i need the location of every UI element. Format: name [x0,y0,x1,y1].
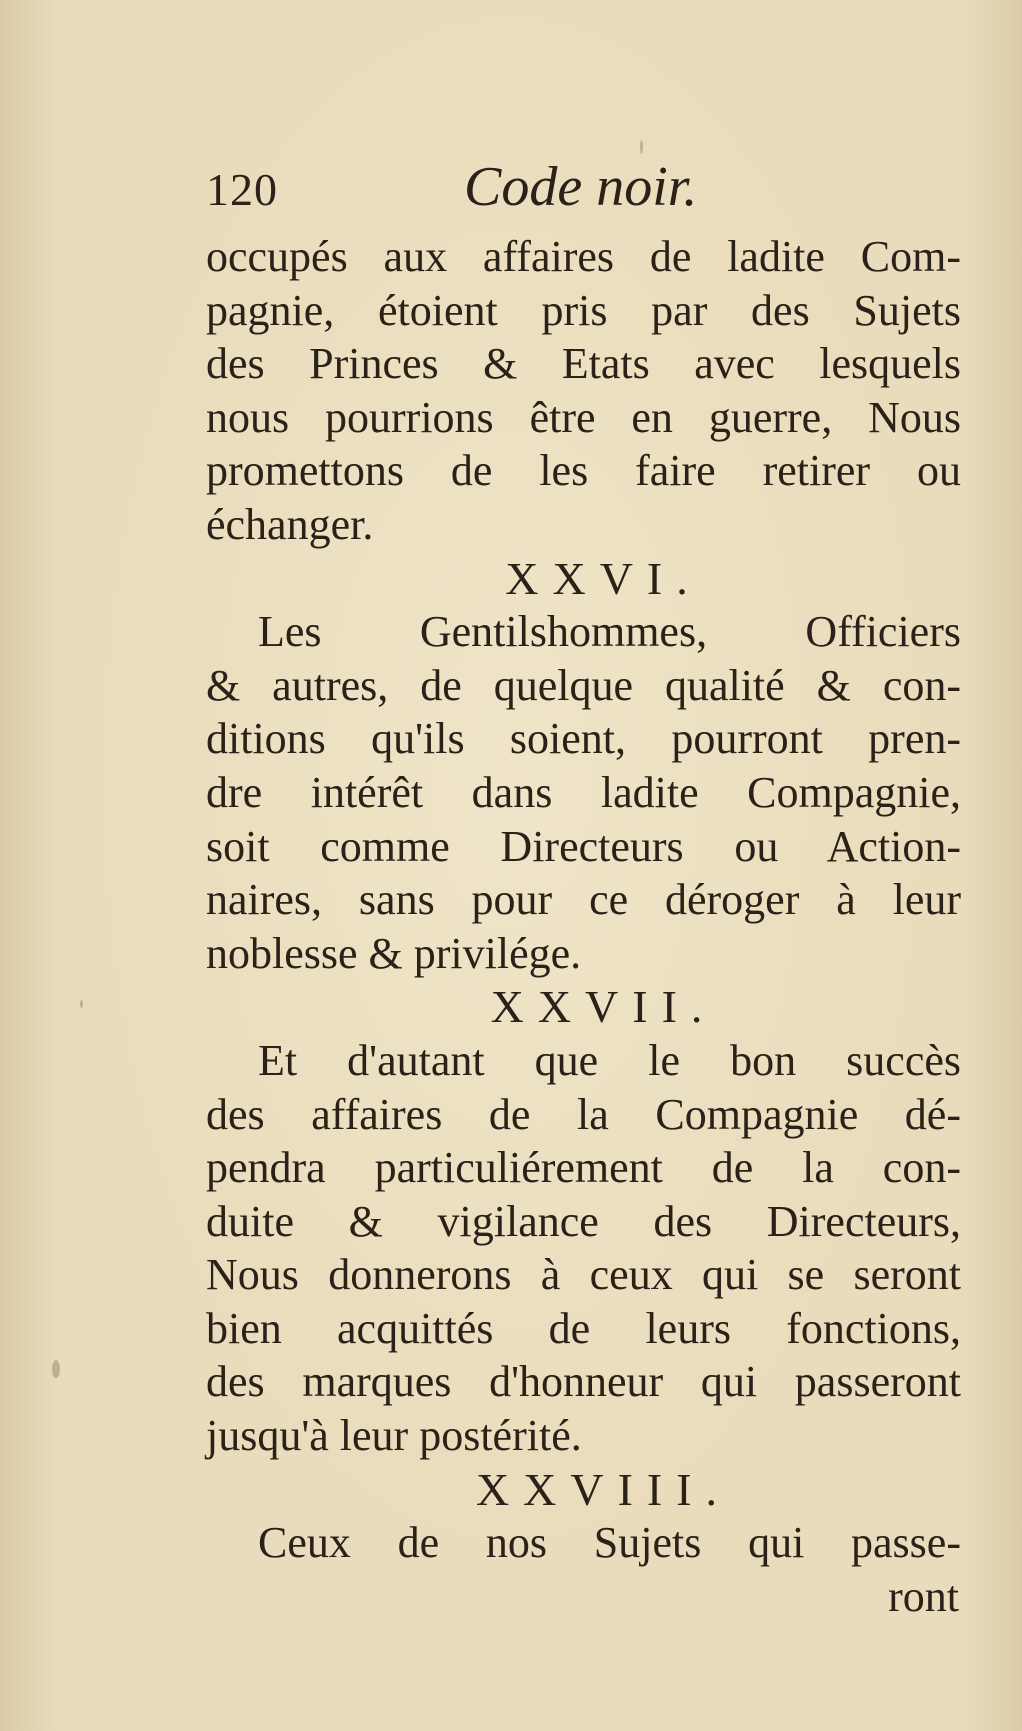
text-line: des affaires de la Compagnie dé- [206,1089,961,1139]
article-heading: XXVIII. [475,1463,732,1515]
text-line: soit comme Directeurs ou Action- [206,821,961,871]
text-line: occupés aux affaires de ladite Com- [206,232,961,281]
article-heading: XXVII. [490,981,717,1033]
running-head [206,156,966,223]
text-line: promettons de les faire retirer ou [206,446,961,496]
page-number: 120 [206,164,278,215]
text-line: des Princes & Etats avec lesquels [206,339,961,389]
paper-speck [52,1360,60,1378]
text-line: pagnie, étoient pris par des Sujets [206,285,961,335]
article-heading: XXVI. [505,552,702,604]
text-line: Et d'autant que le bon succès [258,1035,961,1085]
text-line: duite & vigilance des Directeurs, [206,1196,961,1246]
text-line: dre intérêt dans ladite Compagnie, [206,767,961,817]
text-line: Les Gentilshommes, Officiers [258,607,961,657]
text-line: noblesse & privilége. [206,928,582,978]
running-title: Code noir. [464,156,698,218]
text-line: échanger. [206,499,374,549]
catchword: ront [888,1571,959,1621]
text-line: & autres, de quelque qualité & con- [206,660,961,710]
text-line: Ceux de nos Sujets qui passe- [258,1518,961,1568]
paper-speck [80,1000,83,1008]
body-text [206,230,961,1623]
text-line: naires, sans pour ce déroger à leur [206,875,961,925]
text-line: jusqu'à leur postérité. [206,1411,582,1461]
text-line: ditions qu'ils soient, pourront pren- [206,714,961,764]
text-line: nous pourrions être en guerre, Nous [206,392,961,442]
text-line: pendra particuliérement de la con- [206,1143,961,1193]
text-line: des marques d'honneur qui passeront [206,1357,961,1407]
text-line: bien acquittés de leurs fonctions, [206,1303,961,1353]
text-line: Nous donnerons à ceux qui se seront [206,1250,961,1300]
paper-speck [640,140,643,154]
